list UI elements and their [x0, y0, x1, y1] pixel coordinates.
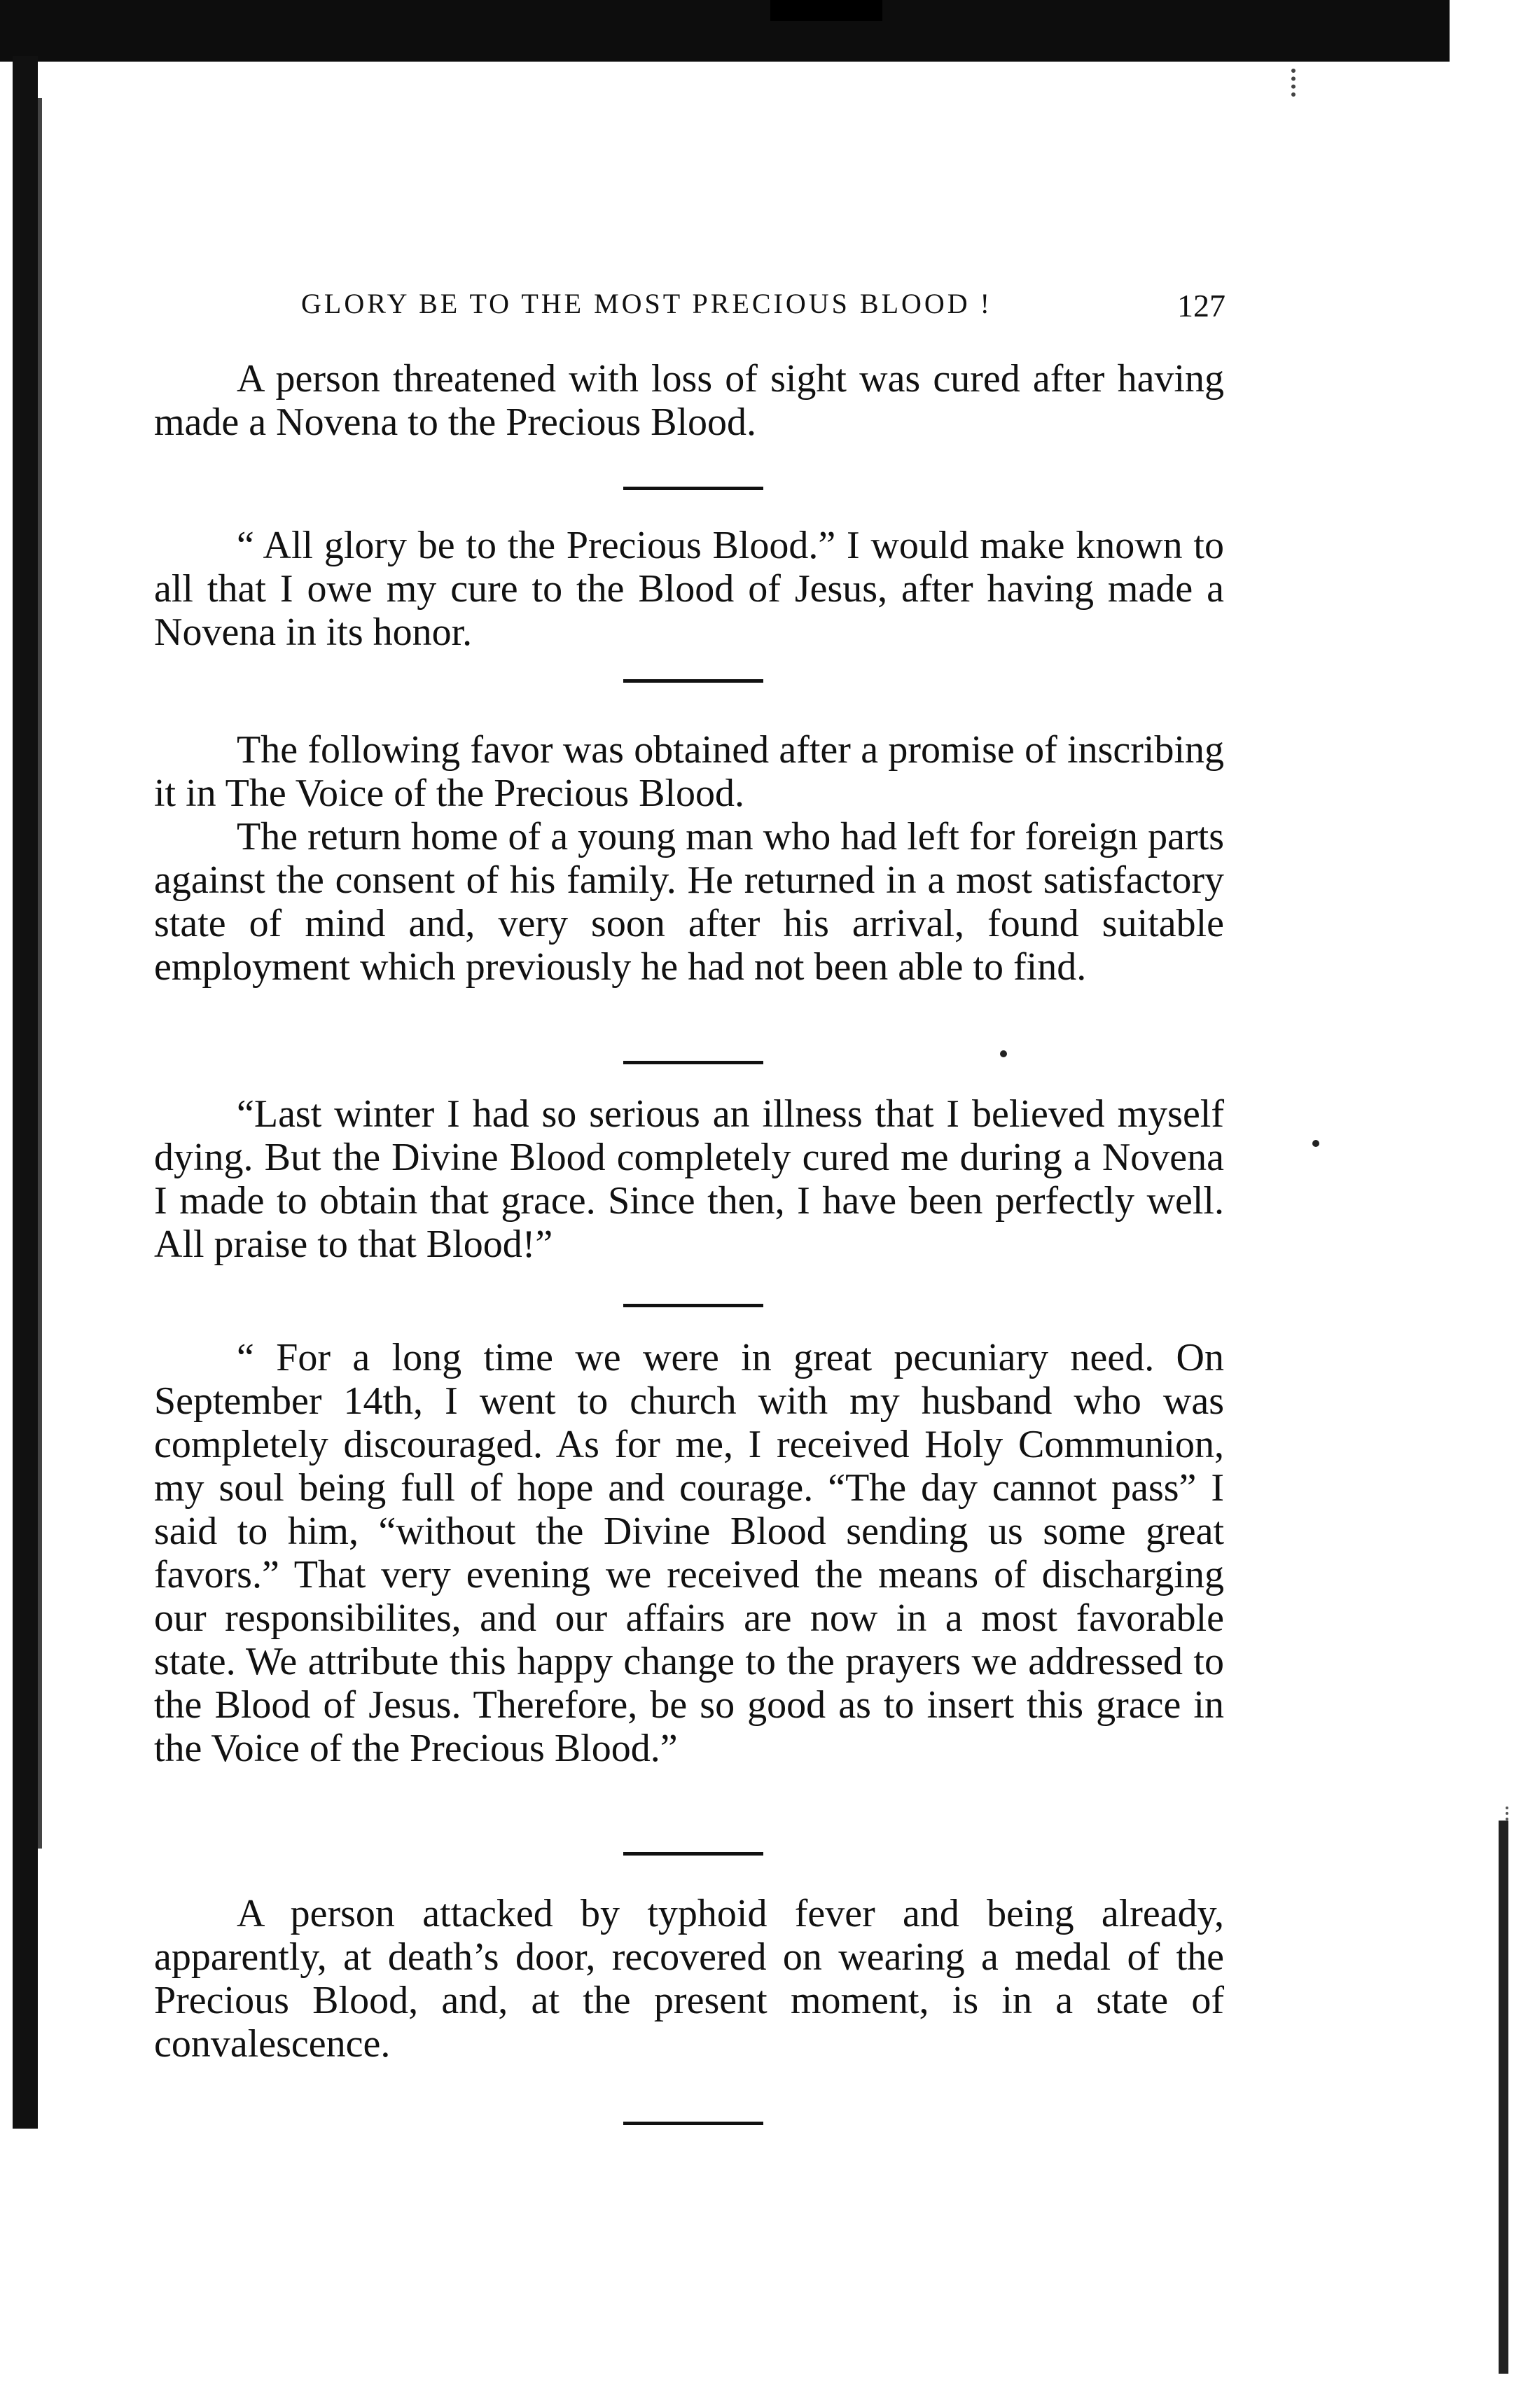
page-scan-right-border [1499, 1821, 1508, 2374]
paragraph: “ All glory be to the Precious Blood.” I would make known to all that I owe my cure to the Blood of Jesus, after having made a Novena in its honor. [154, 524, 1224, 654]
section-divider [623, 2122, 763, 2125]
entry-sight-cure [154, 357, 1224, 444]
entry-pecuniary-need [154, 1336, 1224, 1770]
scan-speck [1312, 1140, 1319, 1147]
paragraph: “ For a long time we were in great pecuniary need. On September 14th, I went to church with my husband who was completely discouraged. As for me, I received Holy Communion, my soul being full of hope and courage. “The day cannot pass” I said to him, “without the Divine Blood sending us some great favors.” That very evening we received the means of discharging our responsibilites, and our affairs are now in a most favorable state. We attribute this happy change to the prayers we addressed to the Blood of Jesus. Therefore, be so good as to insert this grace in the Voice of the Precious Blood.” [154, 1336, 1224, 1770]
section-divider [623, 1061, 763, 1064]
running-head [301, 287, 1225, 329]
section-divider [623, 1852, 763, 1856]
running-head-title: GLORY BE TO THE MOST PRECIOUS BLOOD ! [301, 288, 992, 319]
entry-return-home [154, 728, 1224, 989]
paragraph: “Last winter I had so serious an illness that I believed myself dying. But the Divine Blood completely cured me during a Novena I made to obtain that grace. Since then, I have been perfectly well. All praise to that Blood!” [154, 1092, 1224, 1266]
page-number: 127 [1177, 288, 1225, 323]
section-divider [623, 1304, 763, 1307]
entry-winter-illness [154, 1092, 1224, 1266]
page-scan-top-border [0, 0, 1450, 62]
entry-glory-cure [154, 524, 1224, 654]
page-scan-top-notch [770, 0, 882, 21]
paragraph: A person threatened with loss of sight was cured after having made a Novena to the Precious Blood. [154, 357, 1224, 444]
page-scan-left-shadow [38, 98, 42, 1849]
paragraph: A person attacked by typhoid fever and being already, apparently, at death’s door, recovered on wearing a medal of the Precious Blood, and, at the present moment, is in a state of convalescence. [154, 1892, 1224, 2066]
paragraph: The return home of a young man who had left for foreign parts against the consent of his family. He returned in a most satisfactory state of mind and, very soon after his arrival, found suitable employment which previously he had not been able to find. [154, 815, 1224, 989]
entry-typhoid-recovery [154, 1892, 1224, 2066]
scan-speck-marks [1291, 69, 1300, 97]
page-scan-left-border [13, 56, 38, 2129]
section-divider [623, 679, 763, 683]
paragraph: The following favor was obtained after a promise of inscribing it in The Voice of the Precious Blood. [154, 728, 1224, 815]
section-divider [623, 487, 763, 490]
scan-speck [1000, 1050, 1007, 1057]
